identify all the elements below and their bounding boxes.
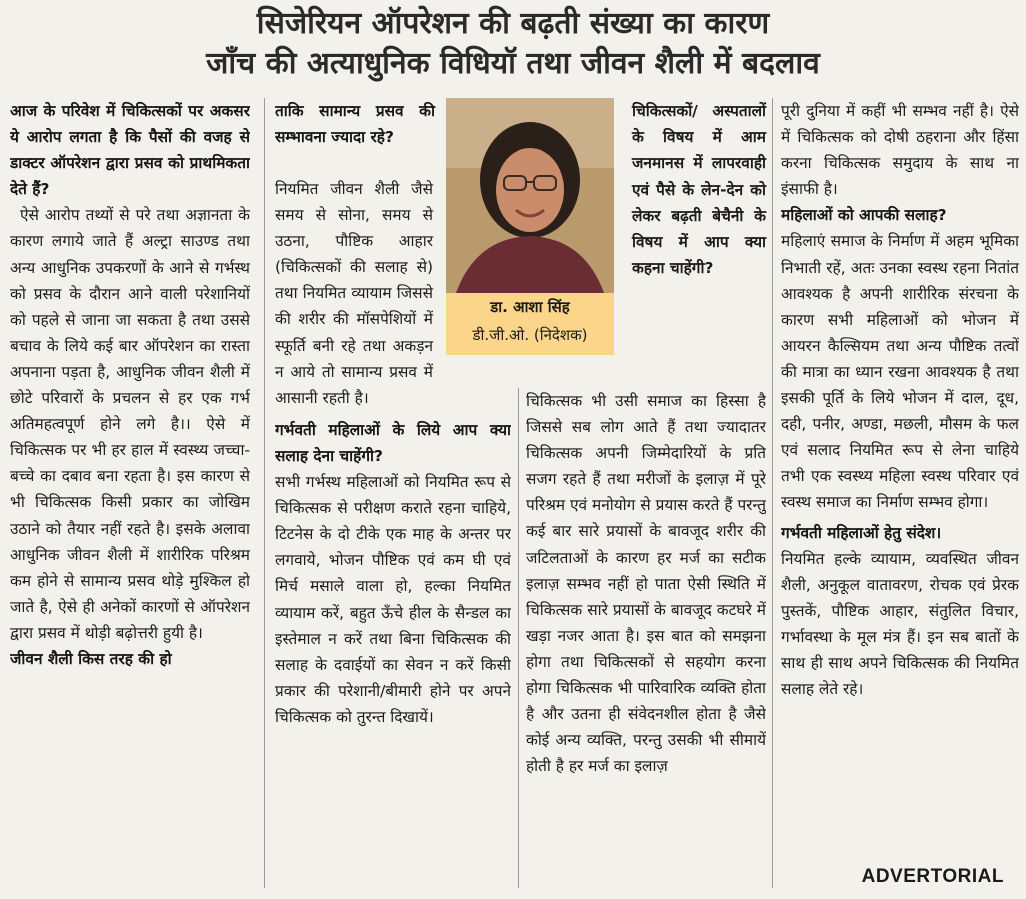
question-1: आज के परिवेश में चिकित्सकों पर अकसर ये आरोप लगता है कि पैसों की वजह से डाक्टर ऑपरेशन द्वारा प्रसव को प्राथमिकता देते हैं?	[10, 102, 250, 199]
question-2-end: ताकि सामान्य प्रसव की सम्भावना ज्यादा रहे?	[275, 102, 435, 147]
headline-line-2: जाँच की अत्याधुनिक विधियॉ तथा जीवन शैली में बदलाव	[206, 46, 820, 81]
column-divider-1	[264, 98, 265, 888]
answer-1: ऐसे आरोप तथ्यों से परे तथा अज्ञानता के कारण लगाये जाते हैं अल्ट्रा साउण्ड तथा अन्य आधुनिक उपकरणों के आने से गर्भस्थ को प्रसव के दौरान आने वाली परेशानियों को पहले से जाना जा सकता है तथा उससे बचाव के लिये कई बार ऑपरेशन का रास्ता अपनाना पड़ता है, आधुनिक जीवन शैली में छोटे परिवारों के प्रचलन से हर एक गर्भ अतिमहत्वपूर्ण होने लगे है।। ऐसे में चिकित्सक पर भी हर हाल में स्वस्थ्य जच्चा-बच्चे का दबाव बना रहता है। इस कारण से भी चिकित्सक किसी प्रकार का जोखिम उठाने को तैयार नहीं रहते है। इसके अलावा आधुनिक जीवन शैली में शारीरिक परिश्रम कम होने से सामान्य प्रसव थोड़े मुश्किल हो जाते है, ऐसे ही अनेकों कारणों से ऑपरेशन द्वारा प्रसव में थोड़ी बढ़ोत्तरी हुयी है।	[10, 206, 250, 642]
column-3	[526, 388, 766, 893]
answer-2: नियमित जीवन शैली जैसे समय से सोना, समय से उठना, पौष्टिक आहार (चिकित्सकों की सलाह से) तथा नियमित व्यायाम जिससे की शरीर की मॉसपेशियों में स्फूर्ति बनी रहे तथा अकड़न न आये तो सामान्य प्रसव में आसानी रहती है।	[275, 180, 433, 407]
question-2-start: जीवन शैली किस तरह की हो	[10, 649, 172, 668]
column-4	[781, 98, 1019, 888]
headline-line-1: सिजेरियन ऑपरेशन की बढ़ती संख्या का कारण	[256, 6, 770, 41]
column-divider-3	[772, 98, 773, 888]
headline	[0, 0, 1026, 96]
column-divider-2	[518, 388, 519, 888]
question-3: गर्भवती महिलाओं के लिये आप क्या सलाह देना चाहेंगी?	[275, 420, 511, 465]
answer-6: नियमित हल्के व्यायाम, व्यवस्थित जीवन शैली, अनुकूल वातावरण, रोचक एवं प्रेरक पुस्तकें, पौष्टिक आहार, संतुलित विचार, गर्भावस्था के मूल मंत्र हैं। इन सब बातों के साथ ही साथ अपने चिकित्सक की नियमित सलाह लेते रहे।	[781, 549, 1019, 699]
answer-4-end: पूरी दुनिया में कहीं भी सम्भव नहीं है। ऐसे में चिकित्सक को दोषी ठहराना और हिंसा करना चिकित्सक समुदाय के साथ ना इंसाफी है।	[781, 102, 1019, 199]
answer-4: चिकित्सक भी उसी समाज का हिस्सा है जिससे सब लोग आते हैं तथा ज्यादातर चिकित्सक अपनी जिम्मेदारियों के प्रति सजग रहते हैं तथा मरीजों के इलाज़ में पूरे परिश्रम एवं मनोयोग से प्रयास करते हैं परन्तु कई बार सारे प्रयासों के बावजूद शरीर की जटिलताओं के कारण हर मर्ज का सटीक इलाज़ सम्भव नहीं हो पाता ऐसी स्थिति में चिकित्सक सारे प्रयासों के बावजूद कटघरे में खड़ा नजर आता है। इस बात को समझना होगा तथा चिकित्सकों से सहयोग करना होगा चिकित्सक भी पारिवारिक व्यक्ति होता है और उतना ही संवेदनशील होता है जैसे कोई अन्य व्यक्ति, परन्तु उसकी भी सीमायें होती है हर मर्ज का इलाज़	[526, 392, 766, 776]
answer-3: सभी गर्भस्थ महिलाओं को नियमित रूप से चिकित्सक से परीक्षण कराते रहना चाहिये, टिटनेस के दो टीके एक माह के अन्तर पर लगवाये, भोजन पौष्टिक एवं कम घी एवं मिर्च मसाले वाला हो, हल्का नियमित व्यायाम करें, बहुत ऊँचे हील के सैन्डल का इस्तेमाल न करें तथा बिना चिकित्सक की सलाह के दवाईयों का सेवन न करें किसी प्रकार की परेशानी/बीमारी होने पर अपने चिकित्सक को तुरन्त दिखायें।	[275, 473, 511, 726]
question-6: गर्भवती महिलाओं हेतु संदेश।	[781, 523, 942, 542]
profile-designation: डी.जी.ओ. (निदेशक)	[472, 326, 588, 344]
profile-name: डा. आशा सिंह	[490, 298, 570, 316]
answer-5: महिलाएं समाज के निर्माण में अहम भूमिका निभाती रहें, अतः उनका स्वस्थ रहना नितांत आवश्यक है अपनी शारीरिक संरचना के कारण सभी महिलाओं को भोजन में आयरन कैल्सियम तथा अन्य पौष्टिक तत्वों की मात्रा का ध्यान रखना आवश्यक है तथा इसकी पूर्ति के लिये भोजन में दाल, दूध, दही, पनीर, अण्डा, मछली, मौसम के फल एवं सलाद नियमित रूप से लेना चाहिये तभी एक स्वस्थ्य महिला स्वस्थ परिवार एवं स्वस्थ समाज का निर्माण सम्भव होगा।	[781, 232, 1019, 512]
column-2-body	[275, 176, 511, 891]
advertorial-label: ADVERTORIAL	[861, 866, 1004, 887]
column-1	[10, 98, 250, 888]
question-5: महिलाओं को आपकी सलाह?	[781, 206, 947, 225]
question-4: चिकित्सकों/ अस्पतालों के विषय में आम जनमानस में लापरवाही एवं पैसे के लेन-देन को लेकर बढ़ती बेचैनी के विषय में आप क्या कहना चाहेंगी?	[632, 102, 766, 278]
